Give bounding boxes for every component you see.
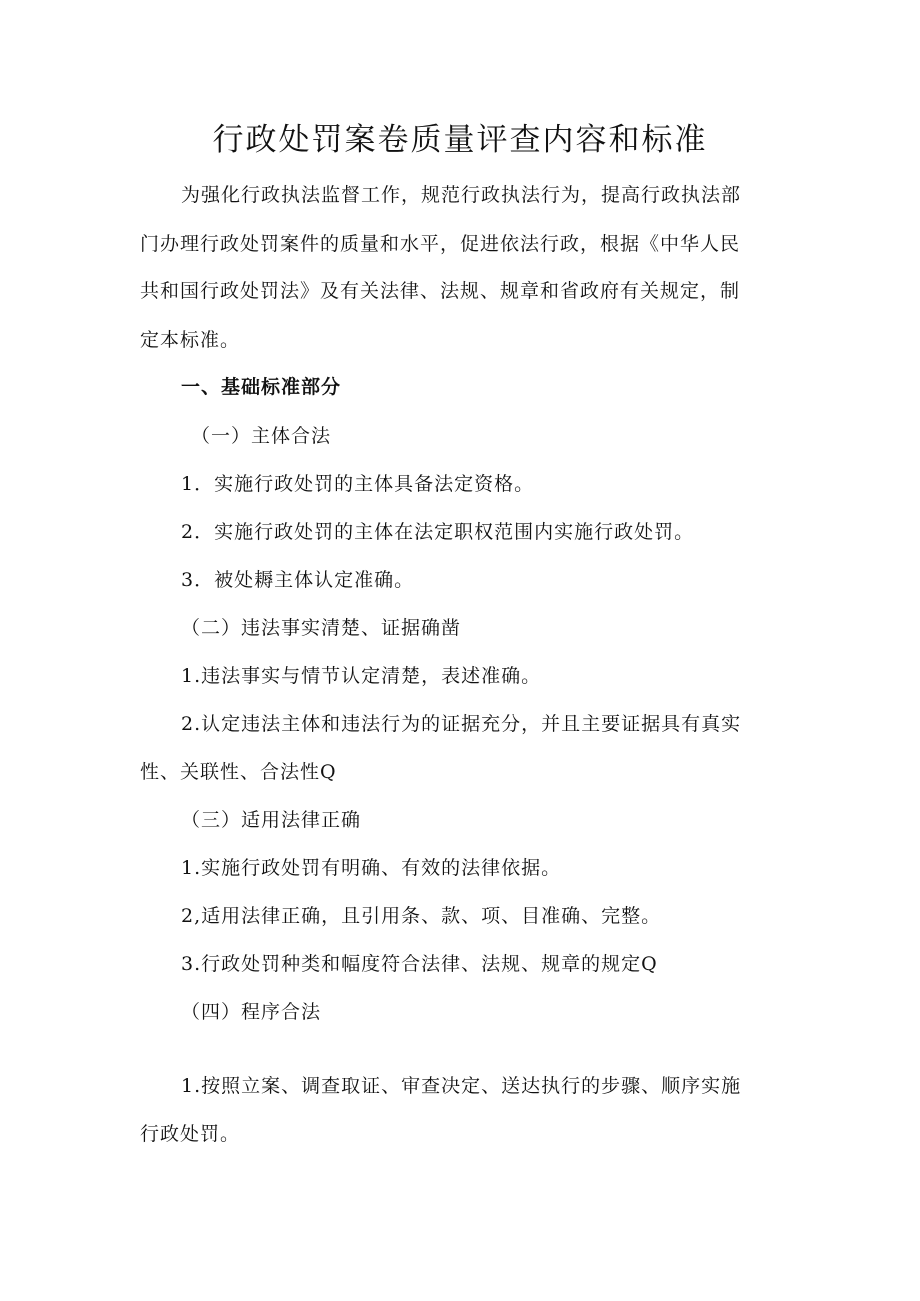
subsection-heading-facts-evidence: （二）违法事实清楚、证据确凿 bbox=[181, 617, 462, 639]
list-item: 1.违法事实与情节认定清楚，表述准确。 bbox=[181, 665, 542, 687]
subsection-heading-subject-legality: （一）主体合法 bbox=[191, 425, 332, 447]
list-item: 2．实施行政处罚的主体在法定职权范围内实施行政处罚。 bbox=[181, 521, 695, 543]
list-item-continuation: 行政处罚。 bbox=[140, 1123, 241, 1145]
subsection-heading-procedure-legality: （四）程序合法 bbox=[181, 1001, 322, 1023]
list-item: 2,适用法律正确，且引用条、款、项、目准确、完整。 bbox=[181, 905, 662, 927]
subsection-heading-law-application: （三）适用法律正确 bbox=[181, 809, 362, 831]
intro-line-2: 门办理行政处罚案件的质量和水平，促进依法行政，根据《中华人民 bbox=[140, 233, 741, 255]
section-heading-basic-standards: 一、基础标准部分 bbox=[181, 376, 342, 398]
list-item: 1.按照立案、调查取证、审查决定、送达执行的步骤、顺序实施 bbox=[181, 1075, 742, 1097]
intro-line-3: 共和国行政处罚法》及有关法律、法规、规章和省政府有关规定，制 bbox=[140, 280, 741, 302]
list-item: 1．实施行政处罚的主体具备法定资格。 bbox=[181, 473, 535, 495]
document-title: 行政处罚案卷质量评查内容和标准 bbox=[212, 122, 708, 158]
intro-line-1: 为强化行政执法监督工作，规范行政执法行为，提高行政执法部 bbox=[181, 184, 742, 206]
list-item: 3．被处耨主体认定准确。 bbox=[181, 569, 415, 591]
intro-line-4: 定本标准。 bbox=[140, 329, 241, 351]
list-item: 2.认定违法主体和违法行为的证据充分，并且主要证据具有真实 bbox=[181, 713, 742, 735]
list-item-continuation: 性、关联性、合法性Q bbox=[140, 761, 337, 783]
list-item: 3.行政处罚种类和幅度符合法律、法规、规章的规定Q bbox=[181, 953, 658, 975]
list-item: 1.实施行政处罚有明确、有效的法律依据。 bbox=[181, 857, 562, 879]
